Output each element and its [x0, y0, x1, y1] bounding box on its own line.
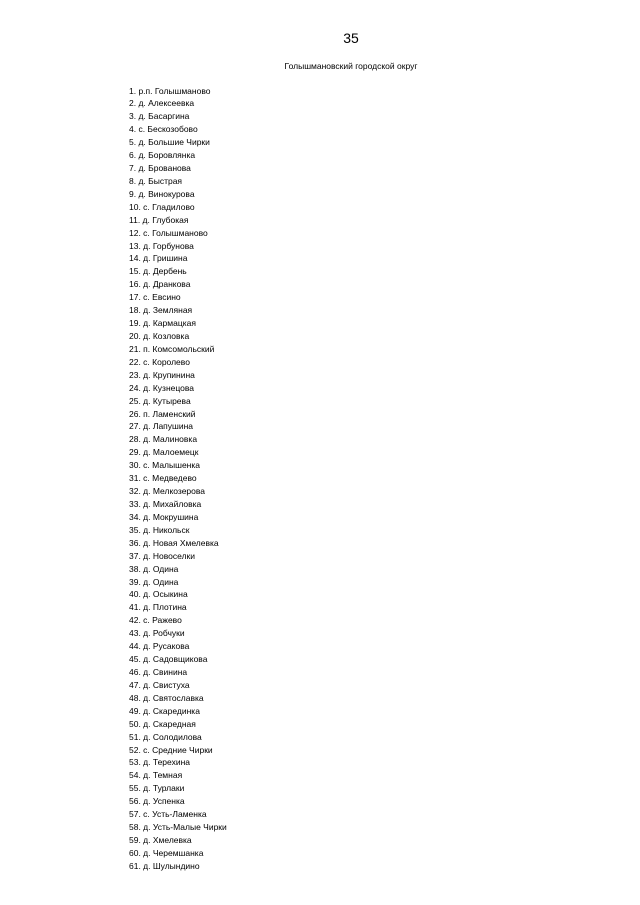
list-item: 23. д. Крупинина	[129, 369, 195, 380]
list-item: 39. д. Одина	[129, 576, 179, 587]
list-item: 30. с. Малышенка	[129, 460, 200, 471]
list-item: 38. д. Одина	[129, 563, 179, 574]
list-item: 10. с. Гладилово	[129, 201, 195, 212]
list-item: 55. д. Турлаки	[129, 783, 185, 794]
list-item: 20. д. Козловка	[129, 331, 190, 342]
list-item: 2. д. Алексеевка	[129, 98, 195, 109]
list-item: 35. д. Никольск	[129, 524, 190, 535]
settlement-list	[129, 85, 227, 873]
list-item: 13. д. Горбунова	[129, 240, 194, 251]
list-item: 43. д. Робчуки	[129, 628, 185, 639]
list-item: 60. д. Черемшанка	[129, 847, 204, 858]
list-item: 46. д. Свинина	[129, 666, 188, 677]
list-item: 59. д. Хмелевка	[129, 834, 192, 845]
list-item: 34. д. Мокрушина	[129, 511, 199, 522]
list-item: 7. д. Брованова	[129, 163, 191, 174]
list-item: 3. д. Басаргина	[129, 111, 190, 122]
list-item: 52. с. Средние Чирки	[129, 744, 213, 755]
list-item: 32. д. Мелкозерова	[129, 486, 206, 497]
list-item: 42. с. Ражево	[129, 615, 182, 626]
list-item: 21. п. Комсомольский	[129, 343, 215, 354]
list-item: 12. с. Голышманово	[129, 227, 208, 238]
list-item: 15. д. Дербень	[129, 266, 187, 277]
list-item: 57. с. Усть-Ламенка	[129, 809, 207, 820]
list-item: 18. д. Земляная	[129, 305, 193, 316]
list-item: 5. д. Большие Чирки	[129, 137, 210, 148]
list-item: 40. д. Осыкина	[129, 589, 188, 600]
list-item: 17. с. Евсино	[129, 292, 181, 303]
list-item: 1. р.п. Голышманово	[129, 85, 211, 96]
list-item: 29. д. Малоемецк	[129, 447, 199, 458]
page-number: 35	[343, 30, 359, 46]
list-item: 48. д. Святославка	[129, 692, 204, 703]
list-item: 27. д. Лапушина	[129, 421, 194, 432]
list-item: 33. д. Михайловка	[129, 499, 202, 509]
list-item: 8. д. Быстрая	[129, 175, 183, 186]
list-item: 56. д. Успенка	[129, 796, 185, 807]
list-item: 11. д. Глубокая	[129, 214, 189, 225]
list-item: 24. д. Кузнецова	[129, 382, 195, 393]
list-item: 16. д. Дранкова	[129, 279, 191, 290]
list-item: 54. д. Темная	[129, 770, 183, 781]
list-item: 22. с. Королево	[129, 356, 190, 367]
list-item: 26. п. Ламенский	[129, 408, 196, 419]
document-title: Голышмановский городской округ	[284, 61, 418, 71]
list-item: 61. д. Шулындино	[129, 860, 200, 871]
list-item: 28. д. Малиновка	[129, 434, 198, 445]
list-item: 53. д. Терехина	[129, 757, 190, 768]
list-item: 45. д. Садовщикова	[129, 654, 208, 665]
list-item: 36. д. Новая Хмелевка	[129, 537, 219, 548]
list-item: 25. д. Кутырева	[129, 395, 191, 406]
list-item: 41. д. Плотина	[129, 602, 187, 613]
list-item: 37. д. Новоселки	[129, 550, 195, 561]
list-item: 47. д. Свистуха	[129, 679, 190, 690]
list-item: 31. с. Медведево	[129, 473, 197, 484]
list-item: 50. д. Скаредная	[129, 718, 196, 729]
list-item: 9. д. Винокурова	[129, 188, 195, 199]
list-item: 49. д. Скарединка	[129, 705, 200, 716]
list-item: 6. д. Боровлянка	[129, 150, 196, 161]
list-item: 19. д. Кармацкая	[129, 318, 196, 329]
list-item: 51. д. Солодилова	[129, 731, 202, 742]
list-item: 4. с. Бескозобово	[129, 124, 198, 135]
list-item: 58. д. Усть-Малые Чирки	[129, 822, 227, 833]
list-item: 14. д. Гришина	[129, 253, 188, 264]
list-item: 44. д. Русакова	[129, 641, 190, 652]
